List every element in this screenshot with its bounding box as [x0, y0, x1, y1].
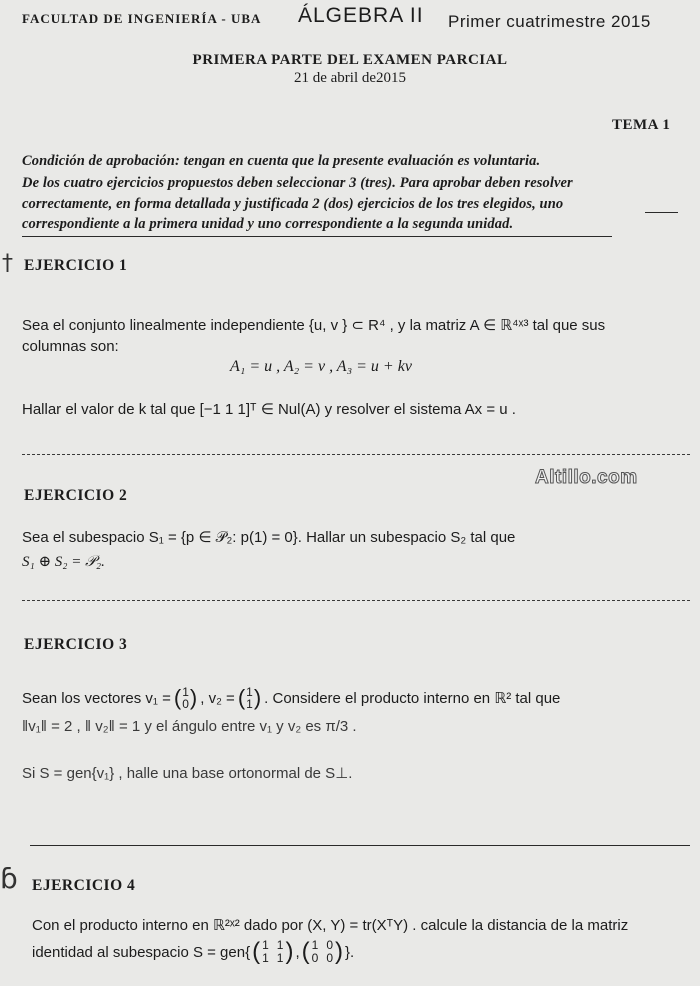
exam-date: 21 de abril de2015 — [293, 70, 407, 86]
conditions-line-1: Condición de aprobación: tengan en cuenta que la presente evaluación es voluntaria. — [22, 153, 541, 169]
margin-mark: † — [2, 251, 13, 276]
exercise-1-heading: EJERCICIO 1 — [24, 257, 128, 274]
uno-underline — [645, 212, 678, 213]
matrix-separator: , — [295, 943, 300, 961]
matrix-2-cell: 0 — [326, 951, 334, 965]
exercise-4-text-b: }. — [345, 943, 355, 961]
course-title: ÁLGEBRA II — [298, 4, 424, 27]
matrix-2-cell: 1 — [311, 938, 319, 952]
tema-label: TEMA 1 — [612, 117, 671, 133]
v2-bottom: 1 — [246, 697, 253, 711]
exercise-1-columns: A₁ = u , A₂ = v , A₃ = u + kv — [230, 358, 412, 375]
exercise-3-text-a: Sean los vectores v₁ = — [22, 689, 171, 707]
matrix-1-cell: 1 — [262, 951, 269, 965]
exercise-3-text-c: . Considere el producto interno en ℝ² tal que — [264, 690, 561, 707]
matrix-1-cell: 1 — [276, 951, 284, 965]
matrix-1-cell: 1 — [262, 938, 269, 952]
exam-title: PRIMERA PARTE DEL EXAMEN PARCIAL — [192, 52, 508, 68]
exercise-4-text-a: identidad al subespacio S = gen{ — [32, 943, 251, 961]
exercise-1-line-4: Hallar el valor de k tal que [−1 1 1]ᵀ ∈ Nul(A) y resolver el sistema Ax = u . — [22, 401, 516, 418]
exercise-3-text-b: , v₂ = — [200, 689, 235, 707]
exercise-4-line-1: Con el producto interno en ℝ²ˣ² dado por (X, Y) = tr(XᵀY) . calcule la distancia de la matriz — [32, 917, 629, 934]
exercise-3-line-1 — [22, 685, 560, 711]
conditions-line-2: De los cuatro ejercicios propuestos deben seleccionar 3 (tres). Para aprobar deben resolver — [22, 175, 573, 191]
conditions-line-4: correspondiente a la primera unidad y uno correspondiente a la segunda unidad. — [22, 216, 514, 232]
exercise-4-heading: EJERCICIO 4 — [32, 877, 136, 894]
exercise-1-line-1: Sea el conjunto linealmente independiente {u, v } ⊂ R⁴ , y la matriz A ∈ ℝ⁴ˣ³ tal que sus — [22, 317, 606, 334]
exercise-4-line-2 — [32, 938, 354, 966]
matrix-1-cell: 1 — [276, 938, 284, 952]
conditions-underline — [22, 236, 612, 237]
exercise-3-heading: EJERCICIO 3 — [24, 636, 128, 653]
exercise-2-heading: EJERCICIO 2 — [24, 487, 128, 504]
v1-vector: ( 1 0 ) — [173, 685, 198, 711]
separator-3 — [30, 845, 690, 846]
conditions-line-3: correctamente, en forma detallada y justificada 2 (dos) ejercicios de los tres elegidos, uno — [22, 196, 564, 212]
altillo-watermark: Altillo.com — [535, 467, 638, 488]
exercise-2-line-2: S₁ ⊕ S₂ = 𝒫₂. — [22, 554, 105, 570]
exercise-2-line-1: Sea el subespacio S₁ = {p ∈ 𝒫₂: p(1) = 0}. Hallar un subespacio S₂ tal que — [22, 529, 516, 546]
exercise-3-line-2: ‖v₁‖ = 2 , ‖ v₂‖ = 1 y el ángulo entre v₁ y v₂ es π/3 . — [22, 718, 357, 735]
matrix-2: ( 1 0 0 0 ) — [301, 938, 344, 965]
exercise-3-line-3: Si S = gen{v₁} , halle una base ortonormal de S⊥. — [22, 765, 353, 782]
v2-top: 1 — [246, 685, 253, 699]
v1-bottom: 0 — [182, 697, 189, 711]
term-label: Primer cuatrimestre 2015 — [448, 12, 651, 31]
matrix-2-cell: 0 — [326, 938, 334, 952]
v2-vector: ( 1 1 ) — [237, 685, 262, 711]
faculty-label: FACULTAD DE INGENIERÍA - UBA — [22, 11, 262, 26]
separator-2 — [22, 600, 690, 601]
v1-top: 1 — [182, 685, 189, 699]
exercise-1-line-2: columnas son: — [22, 338, 119, 355]
matrix-2-cell: 0 — [311, 951, 319, 965]
margin-mark-2: ɓ — [0, 862, 18, 895]
separator-1 — [22, 454, 690, 455]
matrix-1: ( 1 1 1 1 ) — [252, 938, 294, 965]
